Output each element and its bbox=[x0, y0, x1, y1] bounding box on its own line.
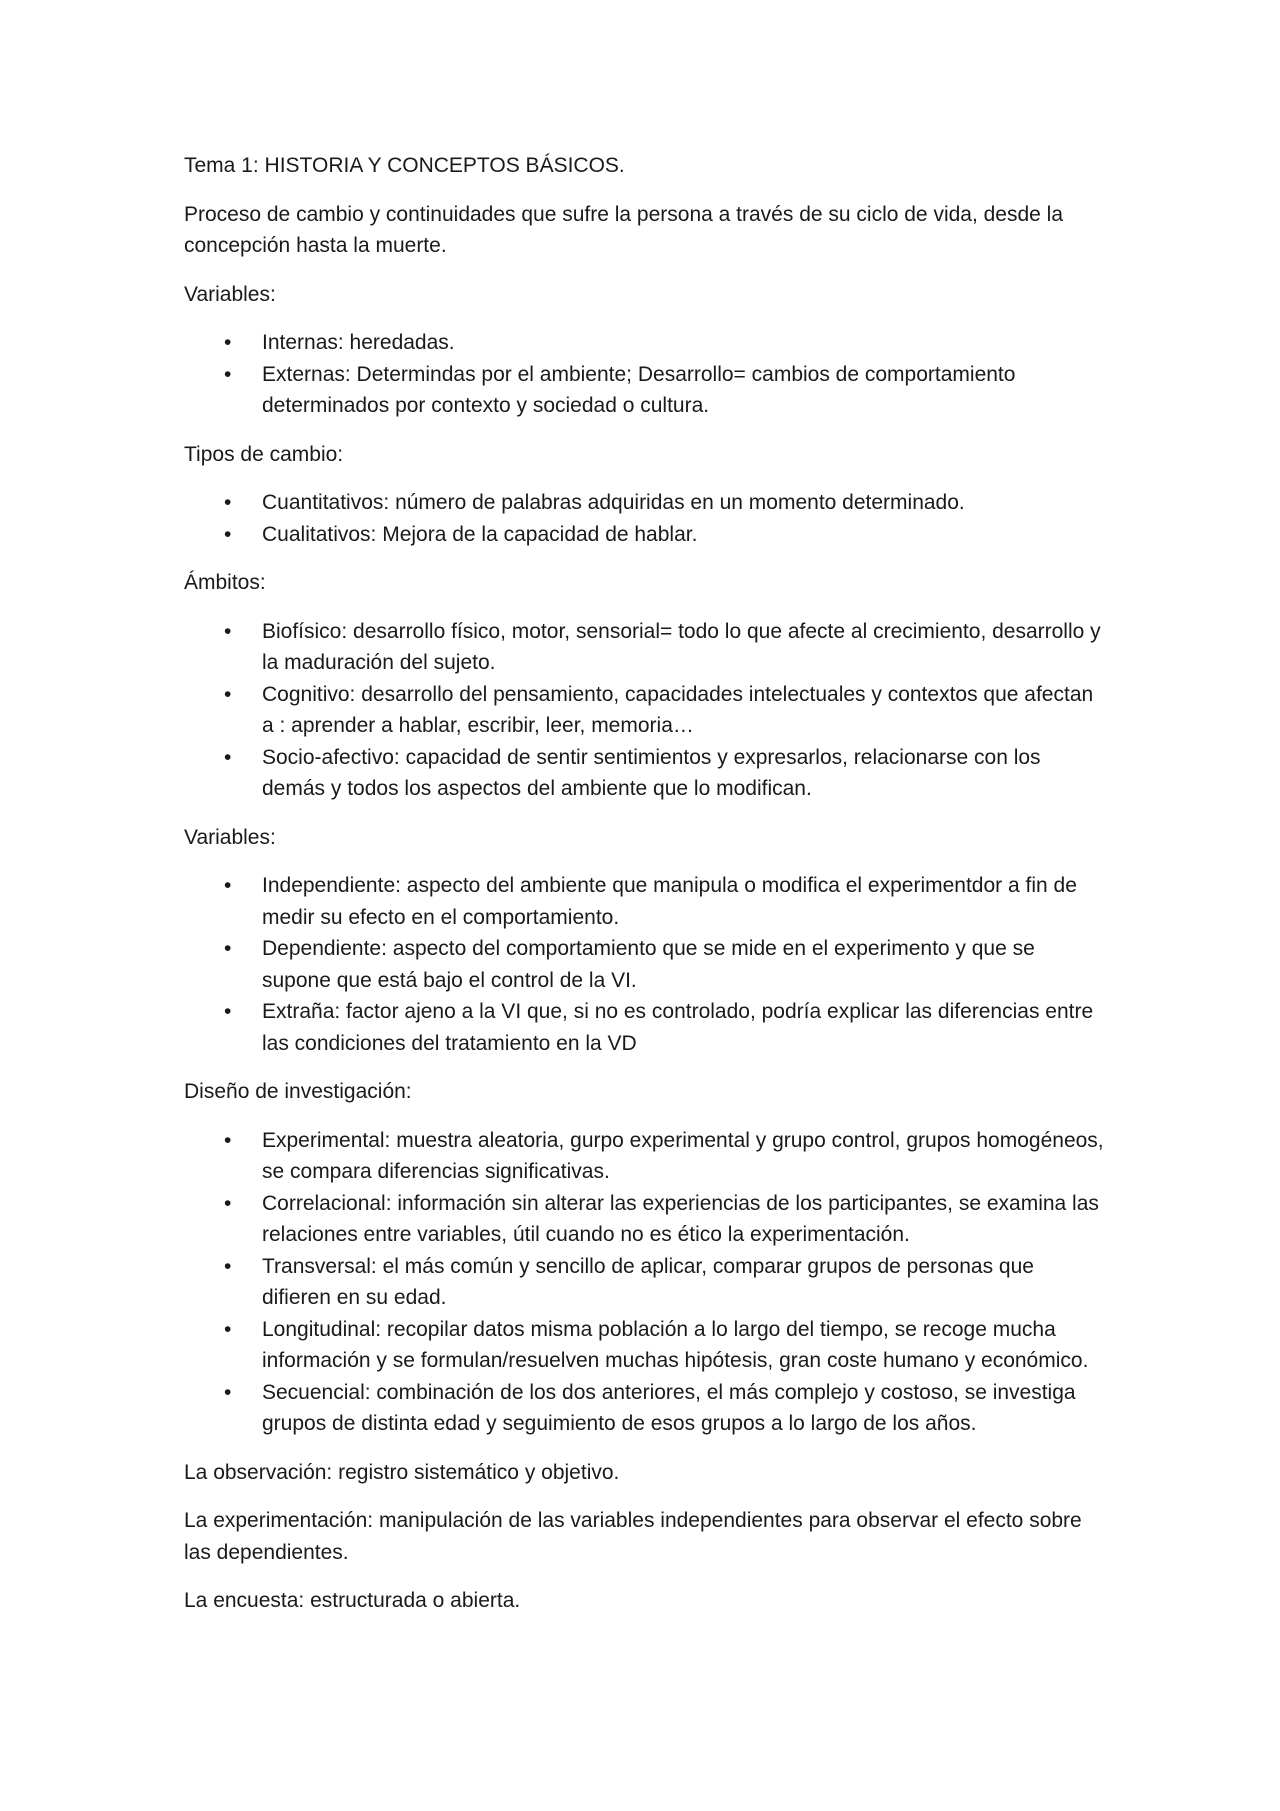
list-item: • Socio-afectivo: capacidad de sentir sentimientos y expresarlos, relacionarse con los demás y todos los aspectos del ambiente que lo modifican. bbox=[184, 742, 1104, 805]
document-title: Tema 1: HISTORIA Y CONCEPTOS BÁSICOS. bbox=[184, 154, 625, 177]
list-item: • Correlacional: información sin alterar las experiencias de los participantes, se examina las relaciones entre variables, útil cuando no es ético la experimentación. bbox=[184, 1188, 1104, 1251]
section-heading-variables-2: Variables: bbox=[184, 825, 276, 849]
list-item: • Cualitativos: Mejora de la capacidad de hablar. bbox=[184, 519, 1104, 551]
bullet-icon: • bbox=[224, 1128, 232, 1152]
list-variables-2 bbox=[184, 870, 1104, 1059]
closing-paragraph-observacion: La observación: registro sistemático y objetivo. bbox=[184, 1460, 620, 1484]
bullet-icon: • bbox=[224, 619, 232, 643]
list-item: • Dependiente: aspecto del comportamiento que se mide en el experimento y que se supone que está bajo el control de la VI. bbox=[184, 933, 1104, 996]
list-item: • Cognitivo: desarrollo del pensamiento, capacidades intelectuales y contextos que afectan a : aprender a hablar, escribir, leer, memoria… bbox=[184, 679, 1104, 742]
closing-paragraph-experimentacion: La experimentación: manipulación de las variables independientes para observar el efecto sobre las dependientes. bbox=[184, 1509, 1082, 1564]
list-item: • Experimental: muestra aleatoria, gurpo experimental y grupo control, grupos homogéneos, se compara diferencias significativas. bbox=[184, 1125, 1104, 1188]
list-item: • Biofísico: desarrollo físico, motor, sensorial= todo lo que afecte al crecimiento, desarrollo y la maduración del sujeto. bbox=[184, 616, 1104, 679]
list-diseno bbox=[184, 1125, 1104, 1440]
bullet-icon: • bbox=[224, 1191, 232, 1215]
list-item: • Extraña: factor ajeno a la VI que, si no es controlado, podría explicar las diferencias entre las condiciones del tratamiento en la VD bbox=[184, 996, 1104, 1059]
bullet-icon: • bbox=[224, 491, 232, 514]
bullet-icon: • bbox=[224, 522, 232, 546]
section-heading-ambitos: Ámbitos: bbox=[184, 571, 266, 594]
list-item: • Transversal: el más común y sencillo de aplicar, comparar grupos de personas que difieren en su edad. bbox=[184, 1251, 1104, 1314]
list-item: • Externas: Determindas por el ambiente; Desarrollo= cambios de comportamiento determinados por contexto y sociedad o cultura. bbox=[184, 359, 1104, 422]
list-item: • Longitudinal: recopilar datos misma población a lo largo del tiempo, se recoge mucha información y se formulan/resuelven muchas hipótesis, gran coste humano y económico. bbox=[184, 1314, 1104, 1377]
section-heading-tipos-de-cambio: Tipos de cambio: bbox=[184, 442, 344, 466]
list-variables bbox=[184, 327, 1104, 422]
list-ambitos bbox=[184, 616, 1104, 805]
bullet-icon: • bbox=[224, 874, 232, 897]
bullet-icon: • bbox=[224, 682, 232, 706]
bullet-icon: • bbox=[224, 937, 232, 960]
list-item: • Cuantitativos: número de palabras adquiridas en un momento determinado. bbox=[184, 487, 1104, 519]
bullet-icon: • bbox=[224, 1254, 232, 1278]
bullet-icon: • bbox=[224, 1380, 232, 1404]
intro-paragraph: Proceso de cambio y continuidades que sufre la persona a través de su ciclo de vida, desde la concepción hasta la muerte. bbox=[184, 202, 1064, 257]
list-item: • Independiente: aspecto del ambiente que manipula o modifica el experimentdor a fin de medir su efecto en el comportamiento. bbox=[184, 870, 1104, 933]
bullet-icon: • bbox=[224, 362, 232, 386]
list-tipos-de-cambio bbox=[184, 487, 1104, 550]
bullet-icon: • bbox=[224, 745, 232, 769]
section-heading-variables: Variables: bbox=[184, 282, 276, 306]
bullet-icon: • bbox=[224, 1317, 232, 1341]
bullet-icon: • bbox=[224, 1000, 232, 1023]
closing-paragraph-encuesta: La encuesta: estructurada o abierta. bbox=[184, 1589, 521, 1612]
bullet-icon: • bbox=[224, 331, 232, 354]
list-item: • Secuencial: combinación de los dos anteriores, el más complejo y costoso, se investiga grupos de distinta edad y seguimiento de esos grupos a lo largo de los años. bbox=[184, 1377, 1104, 1440]
document-page bbox=[184, 150, 1104, 1634]
section-heading-diseno: Diseño de investigación: bbox=[184, 1080, 412, 1103]
list-item: • Internas: heredadas. bbox=[184, 327, 1104, 359]
